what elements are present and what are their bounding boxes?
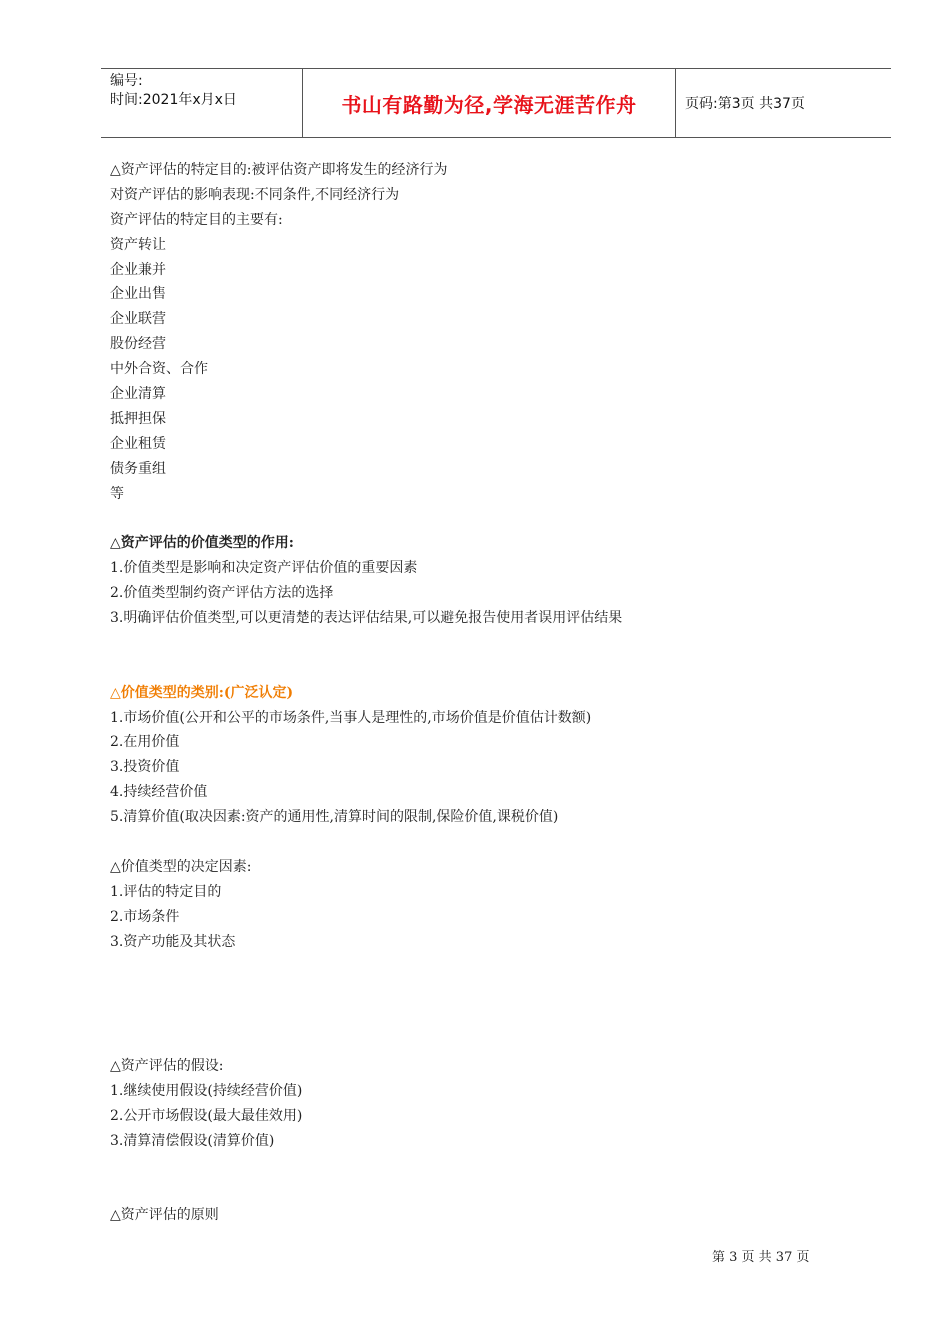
text-line: 2.公开市场假设(最大最佳效用) bbox=[110, 1107, 303, 1124]
text-line: 2.价值类型制约资产评估方法的选择 bbox=[110, 585, 334, 602]
text-line: 中外合资、合作 bbox=[110, 361, 208, 378]
text-line: △资产评估的假设: bbox=[110, 1058, 224, 1075]
text-line: 3.投资价值 bbox=[110, 759, 180, 776]
blank-line bbox=[110, 955, 870, 980]
blank-line bbox=[110, 656, 870, 681]
text-line: △资产评估的原则 bbox=[110, 1207, 219, 1224]
document-body bbox=[110, 158, 870, 1228]
page-footer: 第 3 页 共 37 页 bbox=[712, 1250, 810, 1265]
text-line: 3.明确评估价值类型,可以更清楚的表达评估结果,可以避免报告使用者误用评估结果 bbox=[110, 610, 623, 627]
text-line: 2.市场条件 bbox=[110, 908, 180, 925]
blank-line bbox=[110, 979, 870, 1004]
text-line: 债务重组 bbox=[110, 460, 166, 477]
text-line: 企业出售 bbox=[110, 286, 166, 303]
text-line: 4.持续经营价值 bbox=[110, 784, 208, 801]
text-line: 5.清算价值(取决因素:资产的通用性,清算时间的限制,保险价值,课税价值) bbox=[110, 809, 559, 826]
blank-line bbox=[110, 1179, 870, 1204]
blank-line bbox=[110, 830, 870, 855]
text-line: 企业兼并 bbox=[110, 261, 166, 278]
document-number-label: 编号: bbox=[110, 73, 143, 89]
text-line: 股份经营 bbox=[110, 336, 166, 353]
document-time-label: 时间:2021年x月x日 bbox=[110, 92, 237, 108]
blank-line bbox=[110, 1154, 870, 1179]
text-line: △价值类型的决定因素: bbox=[110, 858, 252, 875]
text-line: 3.资产功能及其状态 bbox=[110, 933, 236, 950]
text-line: 1.市场价值(公开和公平的市场条件,当事人是理性的,市场价值是价值估计数额) bbox=[110, 709, 592, 726]
header-motto: 书山有路勤为径,学海无涯苦作舟 bbox=[302, 69, 676, 137]
text-line: 资产转让 bbox=[110, 236, 166, 253]
text-line: 3.清算清偿假设(清算价值) bbox=[110, 1132, 275, 1149]
text-line: 资产评估的特定目的主要有: bbox=[110, 211, 283, 228]
page-header bbox=[101, 68, 891, 138]
text-line: 企业租赁 bbox=[110, 435, 166, 452]
text-line: 2.在用价值 bbox=[110, 734, 180, 751]
text-line: 抵押担保 bbox=[110, 410, 166, 427]
text-line: 等 bbox=[110, 485, 124, 502]
text-line: 1.评估的特定目的 bbox=[110, 883, 222, 900]
text-line: △资产评估的价值类型的作用: bbox=[110, 535, 294, 552]
blank-line bbox=[110, 1004, 870, 1029]
text-line: 1.继续使用假设(持续经营价值) bbox=[110, 1082, 303, 1099]
header-page-number: 页码:第3页 共37页 bbox=[685, 96, 805, 112]
text-line: △价值类型的类别:(广泛认定) bbox=[110, 684, 294, 701]
blank-line bbox=[110, 631, 870, 656]
blank-line bbox=[110, 1029, 870, 1054]
text-line: 企业联营 bbox=[110, 311, 166, 328]
header-meta bbox=[101, 69, 302, 137]
text-line: 1.价值类型是影响和决定资产评估价值的重要因素 bbox=[110, 560, 418, 577]
text-line: 对资产评估的影响表现:不同条件,不同经济行为 bbox=[110, 186, 400, 203]
blank-line bbox=[110, 506, 870, 531]
text-line: △资产评估的特定目的:被评估资产即将发生的经济行为 bbox=[110, 162, 448, 178]
text-line: 企业清算 bbox=[110, 386, 166, 403]
